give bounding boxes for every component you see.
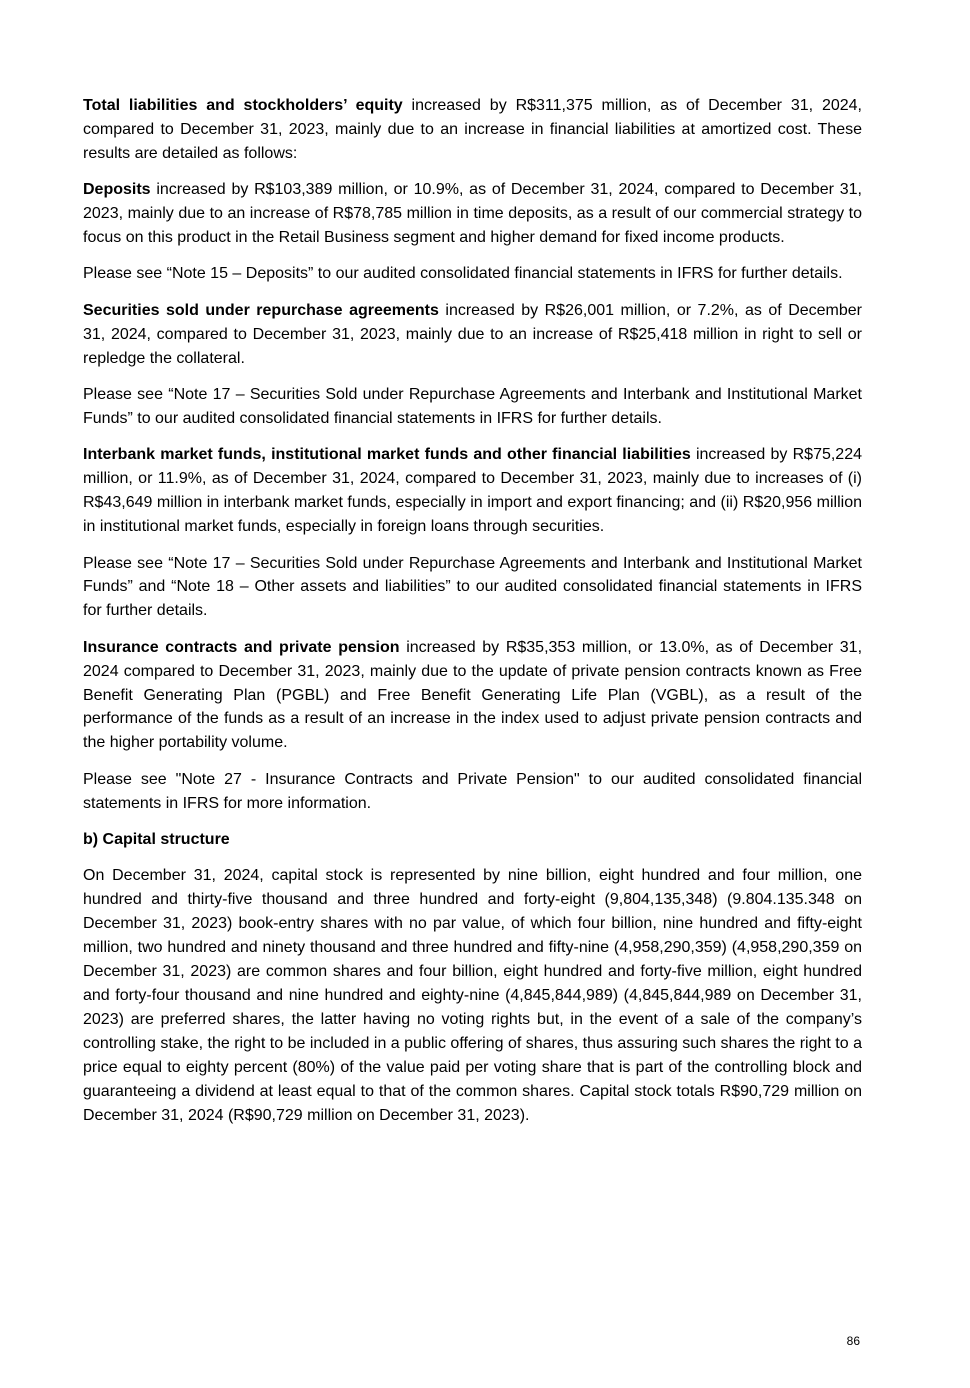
paragraph-note-27-reference (83, 768, 862, 816)
paragraph-interbank-funds (83, 443, 862, 539)
document-page (83, 94, 862, 1140)
paragraph-insurance-pension (83, 636, 862, 756)
section-heading-capital-structure: b) Capital structure (83, 831, 230, 849)
paragraph-note-15-reference (83, 262, 862, 286)
paragraph-note-17-18-reference (83, 552, 862, 624)
paragraph-text: increased by R$311,375 million, as of December 31, 2024, compared to December 31, 2023, mainly due to an increase in financial liabilities at amortized cost. These results are detailed as follows: (83, 97, 862, 162)
page-number: 86 (846, 1334, 860, 1348)
paragraph-text: increased by R$75,224 million, or 11.9%, as of December 31, 2024, compared to December 31, 2023, mainly due to increases of (i) R$43,649 million in interbank market funds, especially in import and export financing; and (ii) R$20,956 million in institutional market funds, especially in foreign loans through securities. (83, 446, 862, 536)
paragraph-lead: Securities sold under repurchase agreements (83, 301, 439, 319)
paragraph-text: increased by R$35,353 million, or 13.0%, as of December 31, 2024 compared to December 31, 2023, mainly due to the update of private pension contracts known as Free Benefit Generating Plan (PGBL) and Free Benefit Generating Life Plan (VGBL), as a result of the performance of the funds as a result of an increase in the index used to adjust private pension contracts and the higher portability volume. (83, 638, 863, 752)
paragraph-text: Please see “Note 15 – Deposits” to our audited consolidated financial statements in IFRS for further details. (83, 265, 843, 283)
paragraph-text: increased by R$26,001 million, or 7.2%, as of December 31, 2024, compared to December 31, 2023, mainly due to an increase of R$25,418 million in right to sell or repledge the collateral. (83, 301, 862, 367)
paragraph-text: Please see "Note 27 - Insurance Contracts and Private Pension" to our audited consolidated financial statements in IFRS for more information. (83, 770, 862, 812)
paragraph-lead: Interbank market funds, institutional market funds and other financial liabilities (83, 446, 691, 464)
paragraph-text: Please see “Note 17 – Securities Sold under Repurchase Agreements and Interbank and Institutional Market Funds” and “Note 18 – Other assets and liabilities” to our audited consolidated financial statements in IFRS for further details. (83, 554, 862, 620)
paragraph-total-liabilities (83, 94, 862, 166)
paragraph-lead: Total liabilities and stockholders’ equity (83, 97, 403, 114)
paragraph-lead: Deposits (83, 181, 151, 199)
paragraph-lead: Insurance contracts and private pension (83, 638, 400, 656)
paragraph-deposits (83, 178, 862, 250)
paragraph-text: Please see “Note 17 – Securities Sold under Repurchase Agreements and Interbank and Institutional Market Funds” to our audited consolidated financial statements in IFRS for further details. (83, 386, 862, 427)
paragraph-note-17-reference (83, 383, 862, 431)
paragraph-capital-stock: On December 31, 2024, capital stock is represented by nine billion, eight hundred and four million, one hundred and thirty-five thousand and three hundred and forty-eight (9,804,135,348) (9.804.135.348 on December 31, 2023) book-entry shares with no par value, of which four billion, nine hundred and fifty-eight million, two hundred and ninety thousand and three hundred and fifty-nine (4,958,290,359) (4,958,290,359 on December 31, 2023) are common shares and four billion, eight hundred and forty-five million, eight hundred and forty-four thousand and nine hundred and eighty-nine (4,845,844,989) (4,845,844,989 on December 31, 2023) are preferred shares, the latter having no voting rights but, in the event of a sale of the company’s controlling stake, the right to be included in a public offering of shares, thus assuring such shares the right to a price equal to eighty percent (80%) of the value paid per voting share that is part of the controlling block and guaranteeing a dividend at least equal to that of the common shares. Capital stock totals R$90,729 million on December 31, 2024 (R$90,729 million on December 31, 2023). (83, 867, 862, 1124)
paragraph-text: increased by R$103,389 million, or 10.9%, as of December 31, 2024, compared to December 31, 2023, mainly due to an increase of R$78,785 million in time deposits, as a result of our commercial strategy to focus on this product in the Retail Business segment and higher demand for fixed income products. (83, 181, 862, 247)
paragraph-securities-sold (83, 299, 862, 371)
